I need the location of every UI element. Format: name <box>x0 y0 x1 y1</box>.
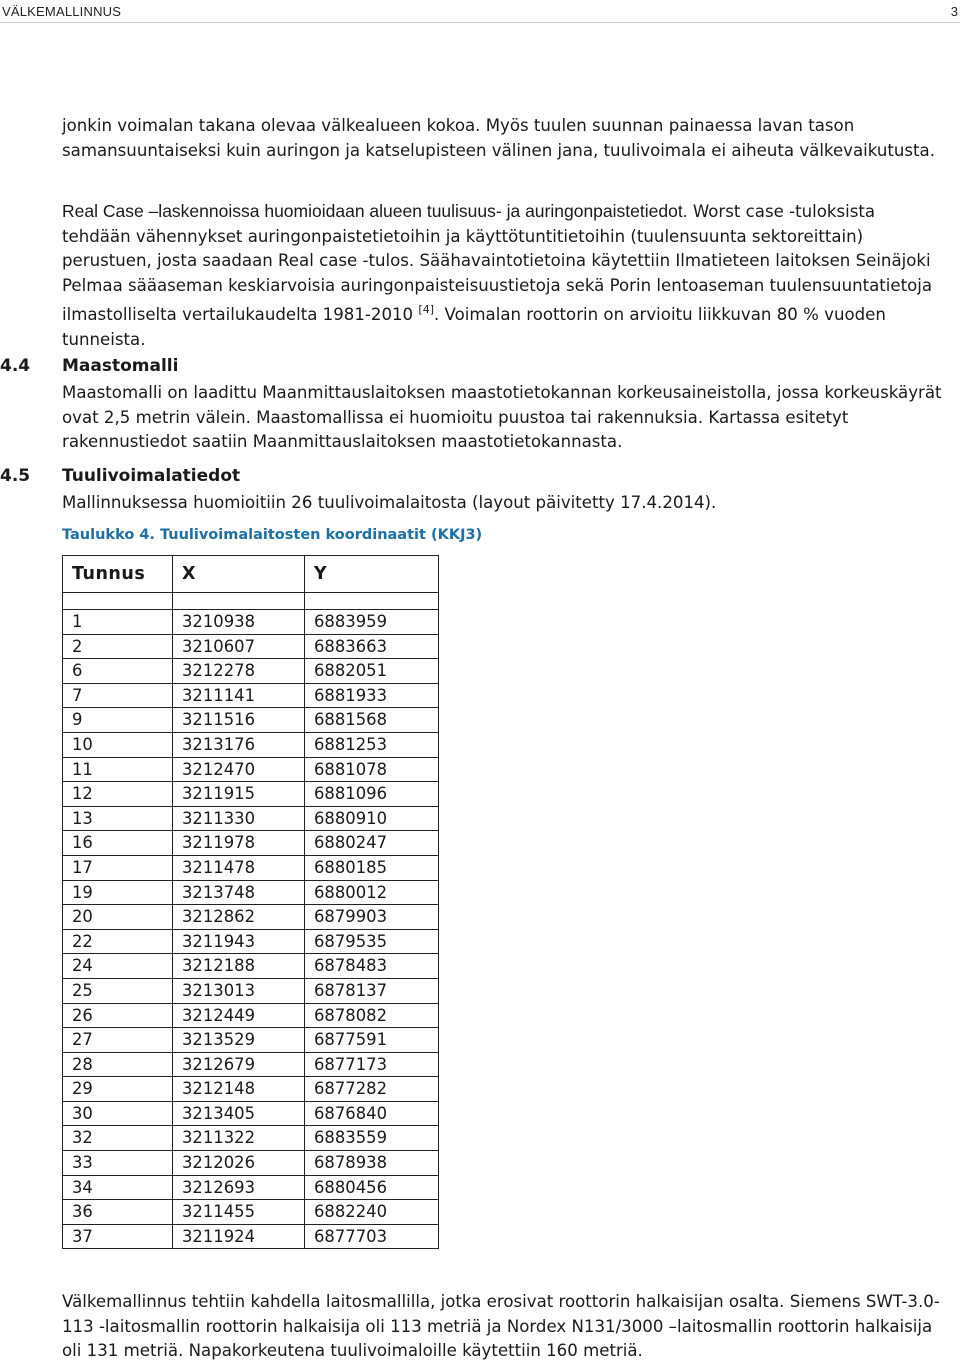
cell-x: 3212470 <box>173 757 305 782</box>
cell-x: 3211322 <box>173 1126 305 1151</box>
cell-tunnus: 16 <box>63 831 173 856</box>
cell-x: 3211330 <box>173 806 305 831</box>
cell-x: 3211924 <box>173 1224 305 1249</box>
cell-y: 6882051 <box>305 659 439 684</box>
cell-y: 6880185 <box>305 855 439 880</box>
table-row <box>63 1126 439 1151</box>
table-spacer-row <box>63 593 439 610</box>
paragraph-real-case-tail: . Voimalan roottorin on arvioitu liikkuvan 80 % vuoden tunneista. <box>62 305 886 349</box>
cell-x: 3211478 <box>173 855 305 880</box>
table-row <box>63 1077 439 1102</box>
table-row <box>63 757 439 782</box>
table-row <box>63 929 439 954</box>
cell-tunnus: 12 <box>63 782 173 807</box>
table-row <box>63 782 439 807</box>
header-rule <box>0 22 960 23</box>
cell-x: 3212693 <box>173 1175 305 1200</box>
cell-y: 6883959 <box>305 610 439 635</box>
cell-y: 6876840 <box>305 1101 439 1126</box>
table-row <box>63 831 439 856</box>
cell-y: 6878082 <box>305 1003 439 1028</box>
cell-x: 3212679 <box>173 1052 305 1077</box>
table-row <box>63 1003 439 1028</box>
cell-x: 3211141 <box>173 683 305 708</box>
cell-tunnus: 36 <box>63 1200 173 1225</box>
cell-tunnus: 37 <box>63 1224 173 1249</box>
column-header-y: Y <box>305 556 439 593</box>
cell-tunnus: 27 <box>63 1028 173 1053</box>
cell-tunnus: 22 <box>63 929 173 954</box>
cell-y: 6881933 <box>305 683 439 708</box>
cell-y: 6879535 <box>305 929 439 954</box>
paragraph-laitosmallit: Välkemallinnus tehtiin kahdella laitosmallilla, jotka erosivat roottorin halkaisijan osalta. Siemens SWT-3.0-113 -laitosmallin roottorin halkaisija oli 113 metriä ja Nordex N131/3000 –laitosmallin roottorin halkaisija oli 131 metriä. Napakorkeutena tuulivoimaloille käytettiin 160 metriä. <box>62 1292 940 1361</box>
cell-x: 3212188 <box>173 954 305 979</box>
cell-tunnus: 19 <box>63 880 173 905</box>
cell-tunnus: 30 <box>63 1101 173 1126</box>
cell-y: 6879903 <box>305 905 439 930</box>
cell-y: 6881253 <box>305 732 439 757</box>
cell-y: 6881568 <box>305 708 439 733</box>
cell-x: 3213405 <box>173 1101 305 1126</box>
cell-tunnus: 1 <box>63 610 173 635</box>
section-body: Mallinnuksessa huomioitiin 26 tuulivoimalaitosta (layout päivitetty 17.4.2014). <box>62 493 717 512</box>
table-row <box>63 905 439 930</box>
cell-x: 3210607 <box>173 634 305 659</box>
table-row <box>63 659 439 684</box>
section-number: 4.4 <box>0 356 31 376</box>
table-caption: Taulukko 4. Tuulivoimalaitosten koordinaatit (KKJ3) <box>62 527 483 543</box>
cell-x: 3212148 <box>173 1077 305 1102</box>
cell-y: 6883559 <box>305 1126 439 1151</box>
cell-y: 6878137 <box>305 978 439 1003</box>
cell-x: 3213013 <box>173 978 305 1003</box>
paragraph-intro: jonkin voimalan takana olevaa välkealueen kokoa. Myös tuulen suunnan painaessa lavan tason samansuuntaiseksi kuin auringon ja katselupisteen välinen jana, tuulivoimala ei aiheuta välkevaikutusta. <box>62 116 935 160</box>
document-title: VÄLKEMALLINNUS <box>2 4 122 19</box>
section-title: Tuulivoimalatiedot <box>62 466 241 486</box>
cell-tunnus: 34 <box>63 1175 173 1200</box>
paragraph-real-case <box>62 199 948 353</box>
cell-x: 3213748 <box>173 880 305 905</box>
cell-tunnus: 11 <box>63 757 173 782</box>
table-row <box>63 1101 439 1126</box>
cell-tunnus: 2 <box>63 634 173 659</box>
coordinates-table <box>62 555 439 1249</box>
cell-tunnus: 10 <box>63 732 173 757</box>
cell-y: 6877282 <box>305 1077 439 1102</box>
cell-y: 6881096 <box>305 782 439 807</box>
cell-tunnus: 17 <box>63 855 173 880</box>
cell-x: 3211915 <box>173 782 305 807</box>
cell-y: 6880012 <box>305 880 439 905</box>
cell-tunnus: 7 <box>63 683 173 708</box>
page-number: 3 <box>950 4 958 19</box>
cell-x: 3211978 <box>173 831 305 856</box>
table-row <box>63 634 439 659</box>
table-row <box>63 1224 439 1249</box>
cell-tunnus: 26 <box>63 1003 173 1028</box>
cell-x: 3211943 <box>173 929 305 954</box>
cell-tunnus: 24 <box>63 954 173 979</box>
cell-tunnus: 9 <box>63 708 173 733</box>
table-row <box>63 1175 439 1200</box>
table-row <box>63 954 439 979</box>
cell-x: 3211516 <box>173 708 305 733</box>
table-row <box>63 683 439 708</box>
cell-x: 3212026 <box>173 1151 305 1176</box>
cell-tunnus: 29 <box>63 1077 173 1102</box>
table-row <box>63 855 439 880</box>
reference-marker: [4] <box>418 303 434 317</box>
section-number: 4.5 <box>0 466 31 486</box>
cell-x: 3210938 <box>173 610 305 635</box>
table-header-row <box>63 556 439 593</box>
cell-y: 6878938 <box>305 1151 439 1176</box>
cell-x: 3212862 <box>173 905 305 930</box>
table-row <box>63 708 439 733</box>
table-row <box>63 610 439 635</box>
cell-y: 6880247 <box>305 831 439 856</box>
cell-y: 6882240 <box>305 1200 439 1225</box>
table-row <box>63 1052 439 1077</box>
cell-x: 3212449 <box>173 1003 305 1028</box>
cell-tunnus: 32 <box>63 1126 173 1151</box>
cell-y: 6878483 <box>305 954 439 979</box>
cell-tunnus: 20 <box>63 905 173 930</box>
page-header <box>0 0 960 22</box>
paragraph-real-case-main: Worst case -tuloksista tehdään vähennykset auringonpaistetietoihin ja käyttötuntitietoihin (tuulensuunta sektoreittain) perustuen, josta saadaan Real case -tulos. Säähavaintotietoina käytettiin Ilmatieteen laitoksen Seinäjoki Pelmaa sääaseman keskiarvoisia auringonpaisteisuustietoja sekä Porin lentoaseman tuulensuuntatietoja ilmastolliselta vertailukaudelta 1981-2010 <box>62 202 933 325</box>
table-row <box>63 1028 439 1053</box>
cell-x: 3213176 <box>173 732 305 757</box>
cell-y: 6877591 <box>305 1028 439 1053</box>
table-row <box>63 978 439 1003</box>
cell-x: 3213529 <box>173 1028 305 1053</box>
paragraph-real-case-lead: Real Case –laskennoissa huomioidaan alueen tuulisuus- ja auringonpaistetiedot. <box>62 201 688 221</box>
cell-x: 3211455 <box>173 1200 305 1225</box>
table-row <box>63 1200 439 1225</box>
table-row <box>63 1151 439 1176</box>
table-body <box>63 593 439 1249</box>
cell-y: 6877173 <box>305 1052 439 1077</box>
table-row <box>63 732 439 757</box>
table-row <box>63 880 439 905</box>
section-body: Maastomalli on laadittu Maanmittauslaitoksen maastotietokannan korkeusaineistolla, jossa korkeuskäyrät ovat 2,5 metrin välein. Maastomallissa ei huomioitu puustoa tai rakennuksia. Kartassa esitetyt rakennustiedot saatiin Maanmittauslaitoksen maastotietokannasta. <box>62 383 942 452</box>
column-header-x: X <box>173 556 305 593</box>
cell-y: 6877703 <box>305 1224 439 1249</box>
cell-y: 6880910 <box>305 806 439 831</box>
column-header-tunnus: Tunnus <box>63 556 173 593</box>
cell-tunnus: 28 <box>63 1052 173 1077</box>
table-row <box>63 806 439 831</box>
cell-y: 6880456 <box>305 1175 439 1200</box>
cell-tunnus: 13 <box>63 806 173 831</box>
cell-x: 3212278 <box>173 659 305 684</box>
cell-y: 6883663 <box>305 634 439 659</box>
section-title: Maastomalli <box>62 356 179 376</box>
cell-tunnus: 33 <box>63 1151 173 1176</box>
cell-tunnus: 6 <box>63 659 173 684</box>
cell-y: 6881078 <box>305 757 439 782</box>
cell-tunnus: 25 <box>63 978 173 1003</box>
